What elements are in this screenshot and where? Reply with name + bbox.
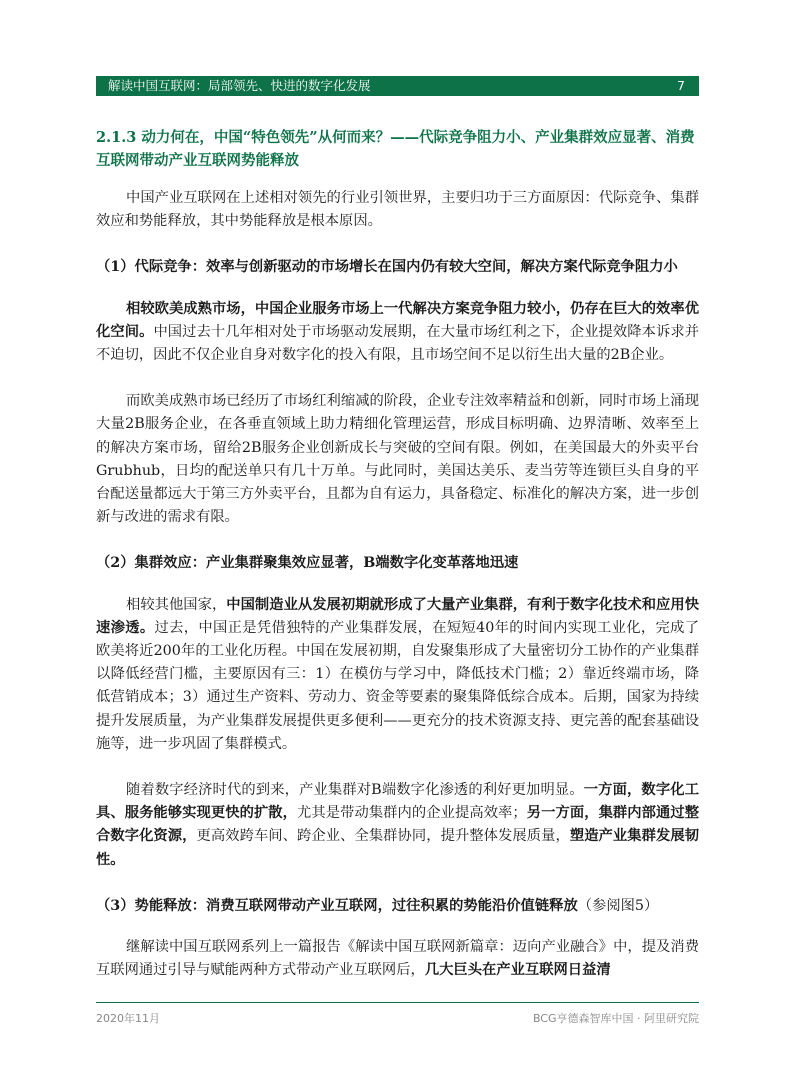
part2-p2-bold-3: 塑造产业集群发展韧性。 bbox=[96, 828, 700, 868]
part2-p2-text-2: 更高效跨车间、跨企业、全集群协同，提升整体发展质量， bbox=[196, 828, 570, 845]
part2-heading: （2）集群效应：产业集群聚集效应显著，B端数字化变革落地迅速 bbox=[96, 555, 519, 572]
section-intro: 中国产业互联网在上述相对领先的行业引领世界，主要归功于三方面原因：代际竞争、集群效应和势能释放，其中势能释放是根本原因。 bbox=[96, 190, 699, 230]
part3-paragraph-1 bbox=[96, 936, 699, 982]
part2-p2-bold-1: 一方面，数字化工具、服务能够实现更快的扩散， bbox=[96, 782, 699, 822]
part2-p2-text-1: 尤其是带动集群内的企业提高效率； bbox=[297, 805, 527, 822]
part2-p1-lead: 相较其他国家， bbox=[126, 596, 227, 613]
part3-heading-text: （3）势能释放：消费互联网带动产业互联网，过往积累的势能沿价值链释放 bbox=[96, 897, 578, 914]
part1-p1-bold: 相较欧美成熟市场，中国企业服务市场上一代解决方案竞争阻力较小，仍存在巨大的效率优化空间。 bbox=[96, 300, 699, 340]
header-title: 解读中国互联网：局部领先、快进的数字化发展 bbox=[108, 78, 371, 93]
part2-p1-text: 过去，中国正是凭借独特的产业集群发展，在短短40年的时间内实现工业化，完成了欧美将近200年的工业化历程。中国在发展初期，自发聚集形成了大量密切分工协作的产业集群以降低经营门槛，主要原因有三：1）在模仿与学习中，降低技术门槛；2）靠近终端市场，降低营销成本；3）通过生产资料、劳动力、资金等要素的聚集降低综合成本。后期，国家为持续提升发展质量，为产业集群发展提供更多便利——更充分的技术资源支持、更完善的配套基础设施等，进一步巩固了集群模式。 bbox=[96, 619, 699, 752]
page-number: 7 bbox=[677, 78, 685, 93]
part2-paragraph-2 bbox=[96, 779, 699, 872]
part1-heading: （1）代际竞争：效率与创新驱动的市场增长在国内仍有较大空间，解决方案代际竞争阻力小 bbox=[96, 259, 678, 276]
part2-p2-lead: 随着数字经济时代的到来，产业集群对B端数字化渗透的利好更加明显。 bbox=[126, 782, 584, 799]
figure-reference: （参阅图5） bbox=[577, 897, 659, 914]
part3-p1-bold: 几大巨头在产业互联网日益清 bbox=[424, 962, 611, 979]
footer-divider bbox=[96, 1002, 699, 1003]
part1-paragraph-2: 而欧美成熟市场已经历了市场红利缩减的阶段，企业专注效率精益和创新，同时市场上涌现大量2B服务企业，在各垂直领域上助力精细化管理运营，形成目标明确、边界清晰、效率至上的解决方案市场，留给2B服务企业创新成长与突破的空间有限。例如，在美国最大的外卖平台Grubhub，日均的配送单只有几十万单。与此同时，美国达美乐、麦当劳等连锁巨头自身的平台配送量都远大于第三方外卖平台，且都为自有运力，具备稳定、标准化的解决方案，进一步创新与改进的需求有限。 bbox=[96, 393, 699, 526]
footer-publisher: BCG亨德森智库中国 · 阿里研究院 bbox=[532, 1012, 699, 1025]
part2-p2-bold-2: 另一方面，集群内部通过整合数字化资源， bbox=[96, 805, 700, 845]
part3-heading bbox=[96, 895, 699, 918]
part2-paragraph-1 bbox=[96, 594, 699, 756]
page-header bbox=[96, 76, 699, 96]
page-content bbox=[96, 126, 699, 1005]
section-title: 2.1.3 动力何在，中国“特色领先”从何而来？——代际竞争阻力小、产业集群效应显著、消费互联网带动产业互联网势能释放 bbox=[96, 129, 695, 169]
part3-p1-text: 继解读中国互联网系列上一篇报告《解读中国互联网新篇章：迈向产业融合》中，提及消费互联网通过引导与赋能两种方式带动产业互联网后， bbox=[96, 939, 699, 979]
footer-date: 2020年11月 bbox=[96, 1012, 160, 1025]
part1-p1-text: 中国过去十几年相对处于市场驱动发展期，在大量市场红利之下，企业提效降本诉求并不迫切，因此不仅企业自身对数字化的投入有限，且市场空间不足以衍生出大量的2B企业。 bbox=[96, 323, 699, 364]
part2-p1-bold: 中国制造业从发展初期就形成了大量产业集群，有利于数字化技术和应用快速渗透。 bbox=[96, 596, 699, 636]
part1-paragraph-1 bbox=[96, 298, 699, 368]
